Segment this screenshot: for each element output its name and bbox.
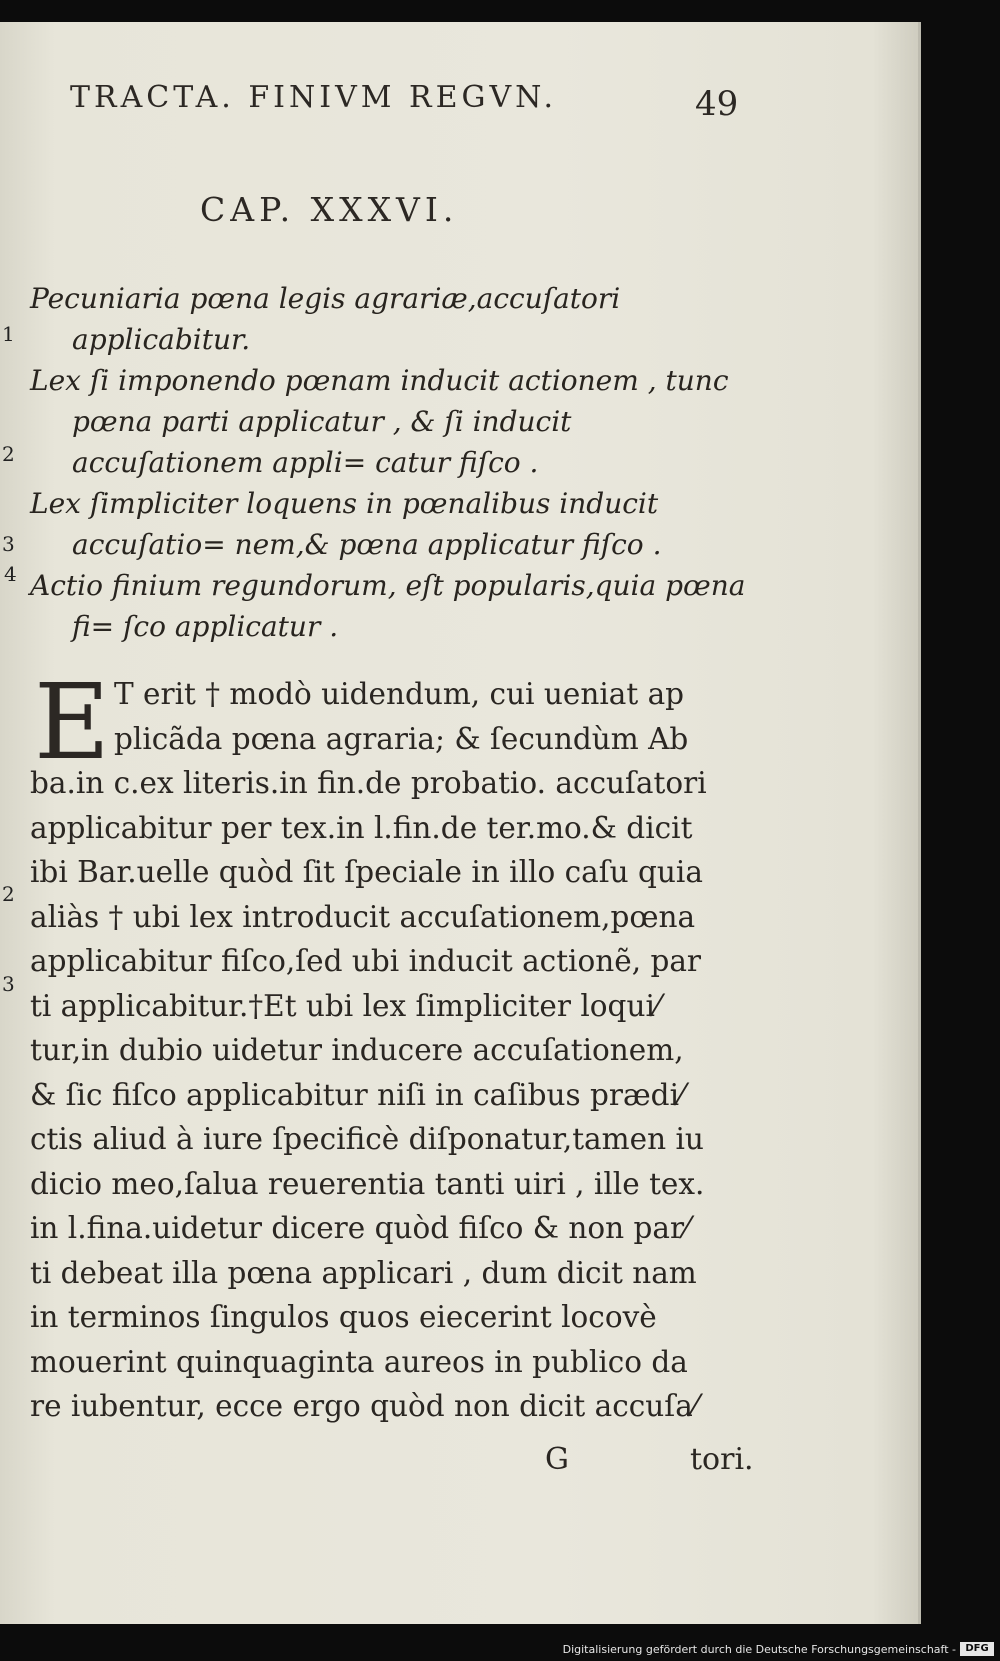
summary-item: Actio finium regundorum, eſt popularis,quia pœna fi= ſco applicatur . bbox=[30, 569, 746, 643]
chapter-heading: CAP. XXXVI. bbox=[200, 190, 459, 229]
footer-credit: Digitalisierung gefördert durch die Deutsche Forschungsgemeinschaft - bbox=[562, 1643, 956, 1656]
text-line: ctis aliud à iure ſpecificè diſponatur,tamen iu bbox=[30, 1122, 704, 1156]
text-line: tur,in dubio uidetur inducere accuſationem, bbox=[30, 1033, 684, 1067]
text-line: T erit † modò uidendum, cui ueniat ap bbox=[114, 677, 685, 711]
text-line: dicio meo,ſalua reuerentia tanti uiri , ille tex. bbox=[30, 1166, 705, 1201]
text-line: in terminos ſingulos quos eiecerint locovè bbox=[30, 1300, 657, 1334]
book-page bbox=[0, 22, 921, 1624]
text-line: aliàs † ubi lex introducit accuſationem,pœna bbox=[30, 899, 696, 934]
margin-mark: 4 bbox=[4, 562, 17, 586]
text-line: applicabitur per tex.in l.fin.de ter.mo.& dicit bbox=[30, 810, 693, 845]
text-line: ba.in c.ex literis.in fin.de probatio. accuſatori bbox=[30, 766, 707, 800]
text-line: ti applicabitur.†Et ubi lex ſimpliciter loqui⁄ bbox=[30, 988, 660, 1023]
text-line: applicabitur fiſco,ſed ubi inducit actionẽ, par bbox=[30, 944, 702, 978]
text-line: mouerint quinquaginta aureos in publico da bbox=[30, 1344, 688, 1379]
margin-mark: 2 bbox=[2, 882, 15, 906]
text-line: ibi Bar.uelle quòd ſit ſpeciale in illo caſu quia bbox=[30, 855, 703, 889]
running-title: TRACTA. FINIVM REGVN. bbox=[70, 80, 557, 115]
decorated-initial: E bbox=[34, 661, 110, 783]
signature-mark: G bbox=[545, 1442, 569, 1477]
summary-item: Lex ſi imponendo pœnam inducit actionem , tunc pœna parti applicatur , & ſi inducit accuſationem appli= catur fiſco . bbox=[30, 364, 729, 479]
summary-item: Lex ſimpliciter loquens in pœnalibus inducit accuſatio= nem,& pœna applicatur fiſco . bbox=[30, 487, 662, 561]
text-line: in l.fina.uidetur dicere quòd fiſco & non par⁄ bbox=[30, 1211, 690, 1245]
margin-mark: 2 bbox=[2, 442, 15, 466]
text-line: plicãda pœna agraria; & ſecundùm Ab bbox=[114, 721, 689, 756]
chapter-summary bbox=[30, 278, 760, 647]
body-text bbox=[30, 661, 775, 1429]
catchword: tori. bbox=[690, 1442, 754, 1477]
margin-mark: 3 bbox=[2, 972, 15, 996]
text-line: re iubentur, ecce ergo quòd non dicit accuſa⁄ bbox=[30, 1389, 698, 1423]
text-line: ti debeat illa pœna applicari , dum dicit nam bbox=[30, 1255, 697, 1290]
text-line: & ſic fiſco applicabitur niſi in caſibus prædi⁄ bbox=[30, 1077, 684, 1112]
summary-item: Pecuniaria pœna legis agrariæ,accuſatori applicabitur. bbox=[30, 282, 621, 356]
dfg-logo-icon: DFG bbox=[960, 1642, 994, 1656]
folio-number: 49 bbox=[695, 84, 739, 124]
margin-mark: 1 bbox=[2, 322, 15, 346]
margin-mark: 3 bbox=[2, 532, 15, 556]
